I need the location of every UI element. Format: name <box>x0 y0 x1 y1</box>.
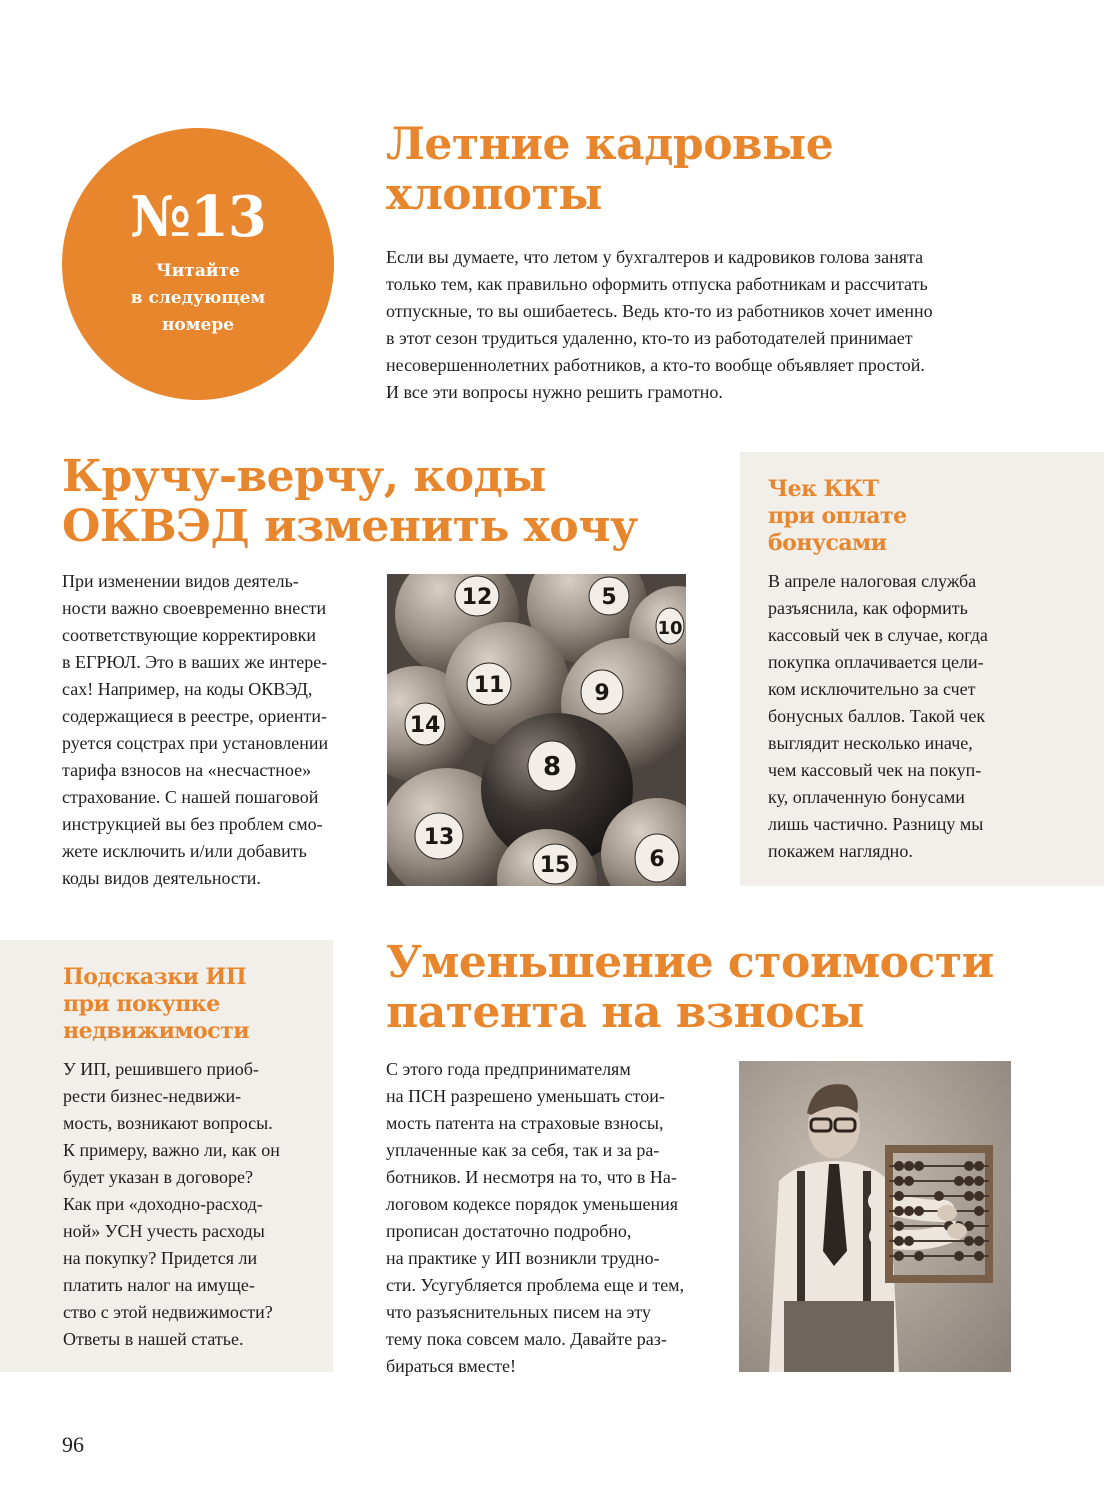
issue-caption: Читайте в следующем номере <box>130 261 266 335</box>
ball-number-13: 13 <box>423 825 455 850</box>
article-summer-hr-paragraph: Если вы думаете, что летом у бухгалтеров и кадровиков голова занята только тем, как правильно оформить отпуска работникам и рассчитать отпускные, то вы ошибаетесь. Ведь кто-то из работников хочет именно в этот сезон трудиться удаленно, кто-то из работодателей принимает несовершеннолетних работников, а кто-то вообще объявляет простой. И все эти вопросы нужно решить грамотно. <box>386 247 933 402</box>
sidebar-kkt-title: Чек ККТ при оплате бонусами <box>768 476 907 556</box>
ball-number-9: 9 <box>594 681 610 706</box>
sidebar-kkt-receipt <box>740 452 1104 886</box>
ball-number-12: 12 <box>461 585 493 610</box>
article-summer-hr-text <box>386 244 1026 406</box>
ball-number-8: 8 <box>542 752 562 782</box>
article-patent-paragraph: С этого года предпринимателям на ПСН разрешено уменьшать стои- мость патента на страховые взносы, уплаченные как за себя, так и за ра- ботников. И несмотря на то, что в На- логовом кодексе порядок уменьшения прописан достаточно подробно, на практике у ИП возникли трудно- сти. Усугубляется проблема еще и тем, что разъяснительных писем на эту тему пока совсем мало. Давайте раз- бираться вместе! <box>386 1059 685 1376</box>
article-okved-text <box>62 568 372 892</box>
ball-number-10: 10 <box>657 618 683 639</box>
next-issue-badge <box>62 128 334 400</box>
article-patent-title: Уменьшение стоимости патента на взносы <box>386 937 994 1038</box>
sidebar-ip-real-estate <box>0 940 333 1372</box>
sidebar-ip-title: Подсказки ИП при покупке недвижимости <box>63 964 250 1044</box>
sidebar-kkt-text <box>768 568 1088 865</box>
billiard-balls-photo <box>387 574 686 886</box>
ball-number-14: 14 <box>409 713 441 738</box>
article-okved-title: Кручу-верчу, коды ОКВЭД изменить хочу <box>62 451 638 552</box>
article-patent-text <box>386 1056 726 1380</box>
sidebar-ip-text <box>63 1056 325 1353</box>
article-summer-hr-title: Летние кадровые хлопоты <box>386 119 834 220</box>
sidebar-kkt-paragraph: В апреле налоговая служба разъяснила, как оформить кассовый чек в случае, когда покупка оплачивается цели- ком исключительно за счет бонусных баллов. Такой чек выглядит несколько иначе, чем кассовый чек на покуп- ку, оплаченную бонусами лишь частично. Разницу мы покажем наглядно. <box>768 571 988 861</box>
ball-number-11: 11 <box>473 673 505 698</box>
ball-number-5: 5 <box>601 585 617 610</box>
ball-number-15: 15 <box>539 853 571 878</box>
page-number: 96 <box>62 1432 84 1457</box>
sidebar-ip-paragraph: У ИП, решившего приоб- рести бизнес-недвижи- мость, возникают вопросы. К примеру, важно ли, как он будет указан в договоре? Как при «доходно-расход- ной» УСН учесть расходы на покупку? Придется ли платить налог на имуще- ство с этой недвижимости? Ответы в нашей статье. <box>63 1059 280 1349</box>
ball-number-6: 6 <box>649 847 665 872</box>
article-okved-paragraph: При изменении видов деятель- ности важно своевременно внести соответствующие корректировки в ЕГРЮЛ. Это в ваших же интере- сах! Например, на коды ОКВЭД, содержащиеся в реестре, ориенти- руется соцстрах при установлении тарифа взносов на «несчастное» страхование. С нашей пошаговой инструкцией вы без проблем смо- жете исключить и/или добавить коды видов деятельности. <box>62 571 329 888</box>
man-with-abacus-photo <box>739 1061 1011 1372</box>
issue-number: №13 <box>130 184 266 250</box>
